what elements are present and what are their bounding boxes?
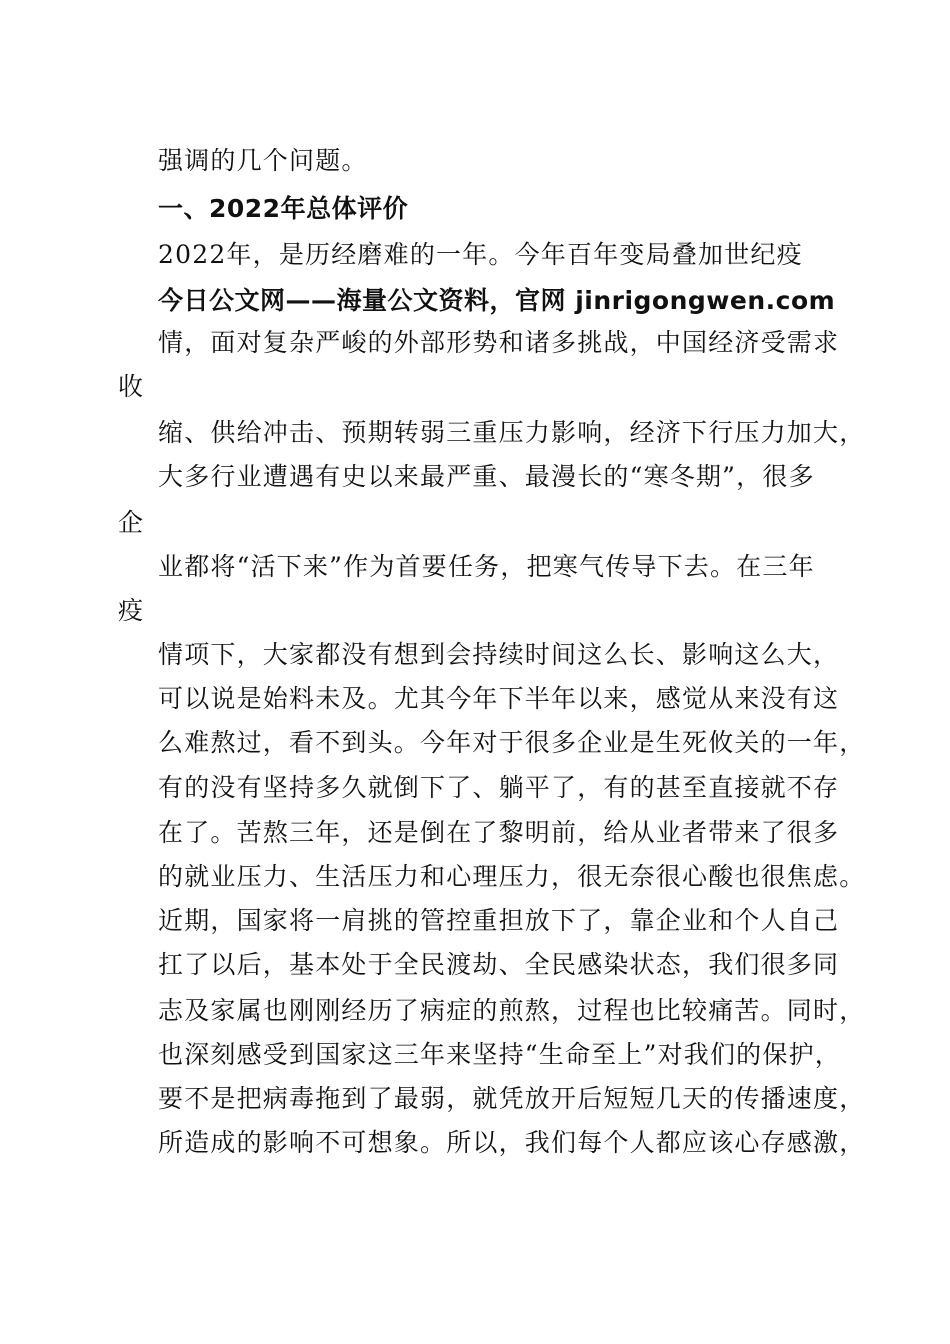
body-text-line: 情，面对复杂严峻的外部形势和诸多挑战，中国经济受需求 [158, 328, 840, 357]
body-text-line: 业都将“活下来”作为首要任务，把寒气传导下去。在三年 [158, 552, 815, 581]
body-text-line: 有的没有坚持多久就倒下了、躺平了，有的甚至直接就不存 [158, 773, 840, 802]
body-text-line: 的就业压力、生活压力和心理压力，很无奈很心酸也很焦虑。 [158, 862, 866, 891]
body-text-line: 么难熬过，看不到头。今年对于很多企业是生死攸关的一年， [158, 728, 866, 757]
body-text-line: 企 [118, 508, 145, 537]
watermark-banner: 今日公文网——海量公文资料，官网 jinrigongwen.com [158, 286, 836, 315]
body-text-line: 大多行业遭遇有史以来最严重、最漫长的“寒冬期”，很多 [158, 462, 815, 491]
body-text-line: 要不是把病毒拖到了最弱，就凭放开后短短几天的传播速度， [158, 1084, 866, 1113]
body-text-line: 可以说是始料未及。尤其今年下半年以来，感觉从来没有这 [158, 684, 840, 713]
body-text-line: 缩、供给冲击、预期转弱三重压力影响，经济下行压力加大， [158, 418, 866, 447]
section-heading: 一、2022年总体评价 [158, 194, 409, 223]
body-text-line: 扛了以后，基本处于全民渡劫、全民感染状态，我们很多同 [158, 950, 840, 979]
body-text-line: 也深刻感受到国家这三年来坚持“生命至上”对我们的保护， [158, 1040, 841, 1069]
body-text-line: 在了。苦熬三年，还是倒在了黎明前，给从业者带来了很多 [158, 818, 840, 847]
body-text-line: 近期，国家将一肩挑的管控重担放下了，靠企业和个人自己 [158, 906, 840, 935]
body-text-line: 收 [118, 372, 145, 401]
body-text-line: 所造成的影响不可想象。所以，我们每个人都应该心存感激， [158, 1128, 866, 1157]
body-text-line: 志及家属也刚刚经历了病症的煎熬，过程也比较痛苦。同时， [158, 996, 866, 1025]
body-text-line: 强调的几个问题。 [158, 146, 368, 175]
body-text-line: 2022年，是历经磨难的一年。今年百年变局叠加世纪疫 [158, 240, 803, 269]
body-text-line: 疫 [118, 596, 145, 625]
body-text-line: 情项下，大家都没有想到会持续时间这么长、影响这么大， [158, 640, 840, 669]
